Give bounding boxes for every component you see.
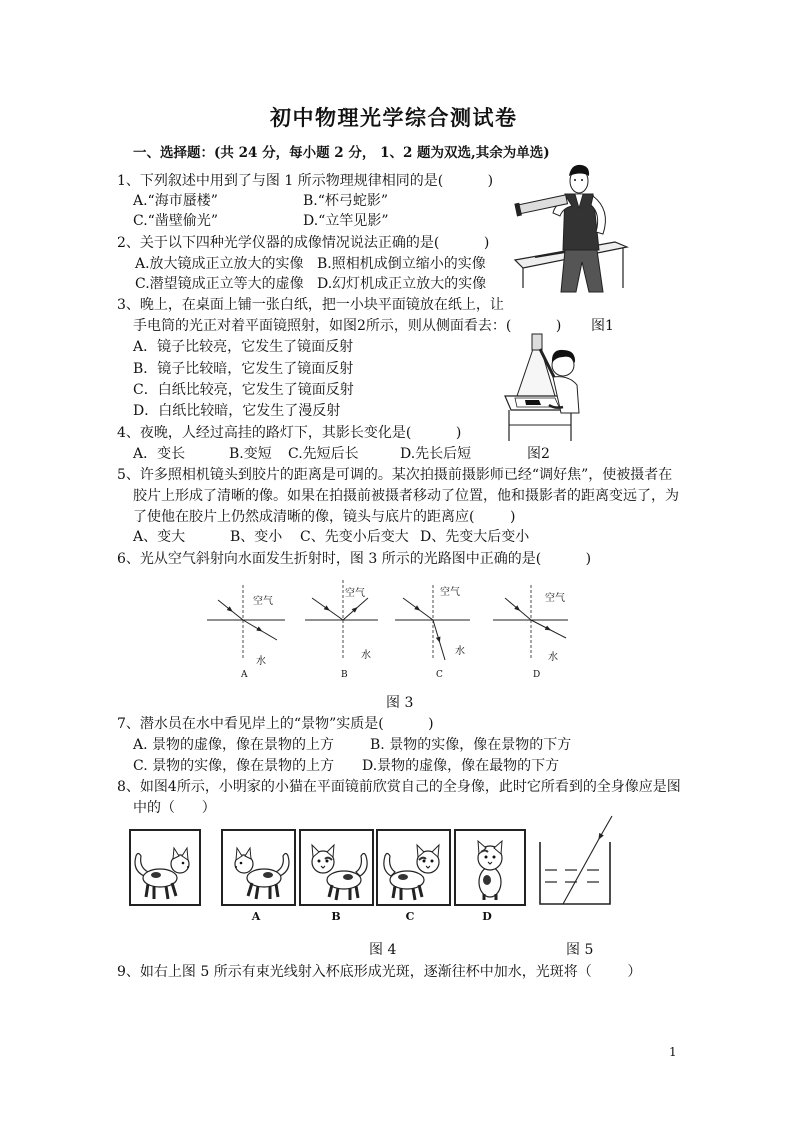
figure-5-cup: [535, 812, 620, 912]
figure-2-mirror: [525, 400, 541, 405]
refracted-ray: [433, 620, 445, 660]
figure-4-label-b: B: [331, 910, 341, 923]
refracted-ray: [531, 620, 566, 638]
section-heading: 一、选择题：(共 24 分，每小题 2 分， 1、2 题为双选,其余为单选): [133, 145, 550, 161]
q4-option-a: A．变长: [133, 446, 186, 462]
figure-3-panel-b: [305, 580, 378, 680]
q2-option-b: B.照相机成倒立缩小的实像: [317, 256, 486, 272]
figure-5-caption: 图 5: [566, 942, 594, 958]
q7-stem: 7、潜水员在水中看见岸上的“景物”实质是( ): [117, 716, 434, 732]
q8-stem-line-2: 中的（ ）: [133, 800, 216, 816]
q4-option-c: C.先短后长: [288, 446, 359, 462]
water-label: 水: [455, 646, 465, 657]
q5-stem-line-2: 胶片上形成了清晰的像。如果在拍摄前被摄者移动了位置，他和摄影者的距离变远了，为: [133, 488, 679, 504]
q3-option-d: D．白纸比较暗，它发生了漫反射: [133, 403, 341, 419]
panel-label-a: A: [241, 670, 248, 680]
q3-option-b: B．镜子比较暗，它发生了镜面反射: [133, 361, 354, 377]
light-ray: [563, 816, 612, 904]
q6-stem: 6、光从空气斜射向水面发生折射时，图 3 所示的光路图中正确的是( ): [117, 551, 592, 567]
q3-option-a: A．镜子比较亮，它发生了镜面反射: [133, 339, 354, 355]
q7-option-a: A. 景物的虚像，像在景物的上方: [133, 737, 335, 753]
incident-ray: [403, 598, 433, 620]
cup-outline: [540, 842, 610, 904]
q3-stem-line-2: 手电筒的光正对着平面镜照射，如图2所示，则从侧面看去：( ): [133, 318, 562, 334]
q7-option-c: C. 景物的实像，像在景物的上方: [133, 758, 335, 774]
q2-option-a: A.放大镜成正立放大的实像: [135, 256, 304, 272]
water-label: 水: [361, 650, 371, 661]
figure-4-caption: 图 4: [369, 942, 397, 958]
figure-3-diagrams: [195, 575, 585, 685]
figure-3-caption: 图 3: [386, 695, 414, 711]
figure-2-caption: 图2: [527, 446, 550, 462]
incident-ray: [312, 598, 343, 620]
q1-option-c: C.“凿壁偷光”: [133, 213, 218, 229]
q5-option-a: A、变大: [133, 529, 186, 545]
figure-1-caption: 图1: [591, 318, 614, 334]
q8-stem-line-1: 8、如图4所示，小明家的小猫在平面镜前欣赏自己的全身像，此时它所看到的全身像应是图: [117, 779, 681, 795]
q3-option-c: C．白纸比较亮，它发生了镜面反射: [133, 382, 354, 398]
air-label: 空气: [253, 596, 273, 607]
q3-stem-line-1: 3、晚上，在桌面上铺一张白纸，把一小块平面镜放在纸上，让: [117, 297, 504, 313]
figure-2-light-cone: [517, 349, 555, 396]
panel-label-d: D: [533, 670, 541, 680]
figure-4-label-c: C: [405, 910, 415, 923]
q1-option-d: D.“立竿见影”: [303, 213, 389, 229]
figure-2-illustration: [503, 333, 583, 443]
q7-option-b: B. 景物的实像，像在景物的下方: [370, 737, 572, 753]
page-number: 1: [669, 1045, 677, 1059]
q2-option-d: D.幻灯机成正立放大的实像: [317, 276, 487, 292]
q5-option-d: D、先变大后变小: [420, 529, 530, 545]
q4-option-d: D.先长后短: [400, 446, 472, 462]
q7-option-d: D.景物的虚像，像在最物的下方: [362, 758, 560, 774]
q2-stem: 2、关于以下四种光学仪器的成像情况说法正确的是( ): [117, 235, 490, 251]
figure-3-panel-d: [493, 585, 568, 680]
figure-3-panel-c: [395, 585, 470, 680]
figure-1-trousers: [561, 250, 603, 292]
q4-option-b: B.变短: [229, 446, 272, 462]
page-title: 初中物理光学综合测试卷: [270, 105, 518, 130]
figure-4-label-d: D: [482, 910, 492, 923]
water-level-marks: [545, 870, 599, 882]
q4-stem: 4、夜晚，人经过高挂的路灯下，其影长变化是( ): [117, 425, 462, 441]
q1-option-a: A.“海市蜃楼”: [133, 193, 218, 209]
q5-option-b: B、变小: [230, 529, 283, 545]
q5-stem-line-3: 了使他在胶片上仍然成清晰的像，镜头与底片的距离应( ): [133, 509, 516, 525]
air-label: 空气: [440, 587, 460, 598]
figure-4-cats: [125, 825, 535, 925]
air-label: 空气: [345, 588, 365, 599]
panel-label-b: B: [341, 670, 348, 680]
q5-stem-line-1: 5、许多照相机镜头到胶片的距离是可调的。某次拍摄前摄影师已经“调好焦”，使被摄者在: [117, 467, 673, 483]
incident-ray: [505, 598, 531, 620]
incident-ray: [218, 600, 243, 620]
reflected-ray: [343, 598, 368, 620]
panel-label-c: C: [436, 670, 443, 680]
water-label: 水: [548, 652, 558, 663]
q5-option-c: C、先变小后变大: [300, 529, 409, 545]
figure-2-flashlight: [532, 334, 542, 350]
q1-option-b: B.“杯弓蛇影”: [303, 193, 389, 209]
q9-stem: 9、如右上图 5 所示有束光线射入杯底形成光斑，逐渐往杯中加水，光斑将（ ）: [117, 964, 642, 980]
air-label: 空气: [545, 593, 565, 604]
refracted-ray: [243, 620, 277, 640]
figure-1-illustration: [515, 160, 630, 295]
q1-stem: 1、下列叙述中用到了与图 1 所示物理规律相同的是( ): [117, 173, 494, 189]
figure-4-label-a: A: [251, 910, 261, 923]
figure-3-panel-a: [207, 585, 285, 680]
q2-option-c: C.潜望镜成正立等大的虚像: [135, 276, 304, 292]
water-label: 水: [256, 656, 266, 667]
